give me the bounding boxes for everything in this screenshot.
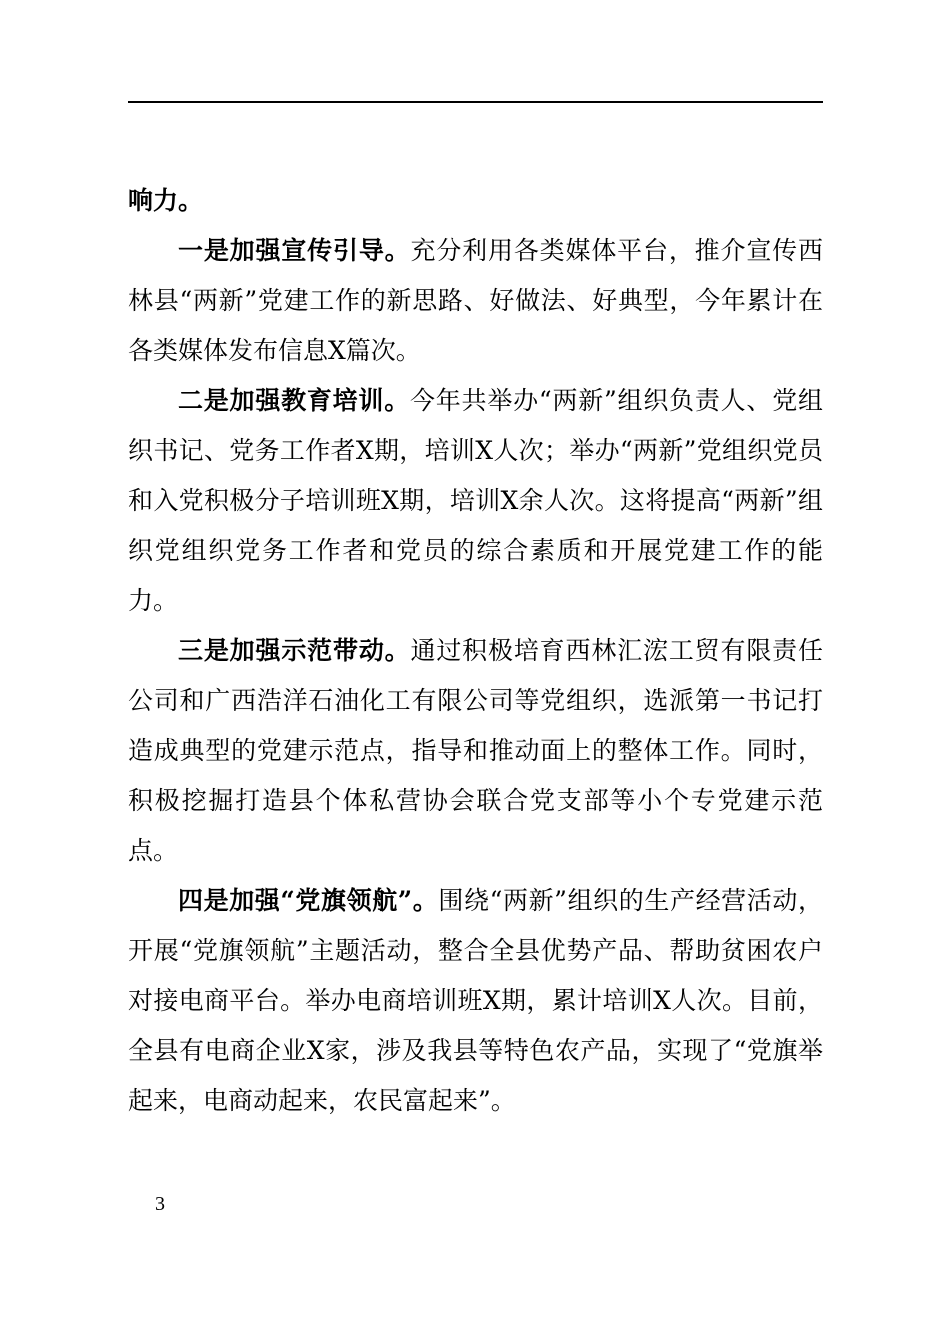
paragraph-body: 充分利用各类媒体平台，推介宣传西林县“两新”党建工作的新思路、好做法、好典型，今年累计在各类媒体发布信息X篇次。 xyxy=(128,236,823,365)
paragraph-lead: 二是加强教育培训。 xyxy=(178,386,410,415)
paragraph-demonstration xyxy=(128,626,823,876)
paragraph-publicity xyxy=(128,226,823,376)
paragraph-body: 今年共举办“两新”组织负责人、党组织书记、党务工作者X期，培训X人次；举办“两新”党组织党员和入党积极分子培训班X期，培训X余人次。这将提高“两新”组织党组织党务工作者和党员的综合素质和开展党建工作的能力。 xyxy=(128,386,823,615)
paragraph-lead: 四是加强“党旗领航”。 xyxy=(178,886,439,915)
header-rule xyxy=(128,101,823,103)
document-body xyxy=(128,176,823,1126)
paragraph-body: 围绕“两新”组织的生产经营活动，开展“党旗领航”主题活动，整合全县优势产品、帮助贫困农户对接电商平台。举办电商培训班X期，累计培训X人次。目前，全县有电商企业X家，涉及我县等特色农产品，实现了“党旗举起来，电商动起来，农民富起来”。 xyxy=(128,886,823,1115)
page-number: 3 xyxy=(155,1193,165,1215)
paragraph-lead: 一是加强宣传引导。 xyxy=(178,236,411,265)
paragraph-lead: 三是加强示范带动。 xyxy=(178,636,411,665)
continuation-text: 响力。 xyxy=(128,186,204,215)
paragraph-training xyxy=(128,376,823,626)
paragraph-party-flag xyxy=(128,876,823,1126)
paragraph-body: 通过积极培育西林汇浤工贸有限责任公司和广西浩洋石油化工有限公司等党组织，选派第一书记打造成典型的党建示范点，指导和推动面上的整体工作。同时，积极挖掘打造县个体私营协会联合党支部等小个专党建示范点。 xyxy=(128,636,823,865)
